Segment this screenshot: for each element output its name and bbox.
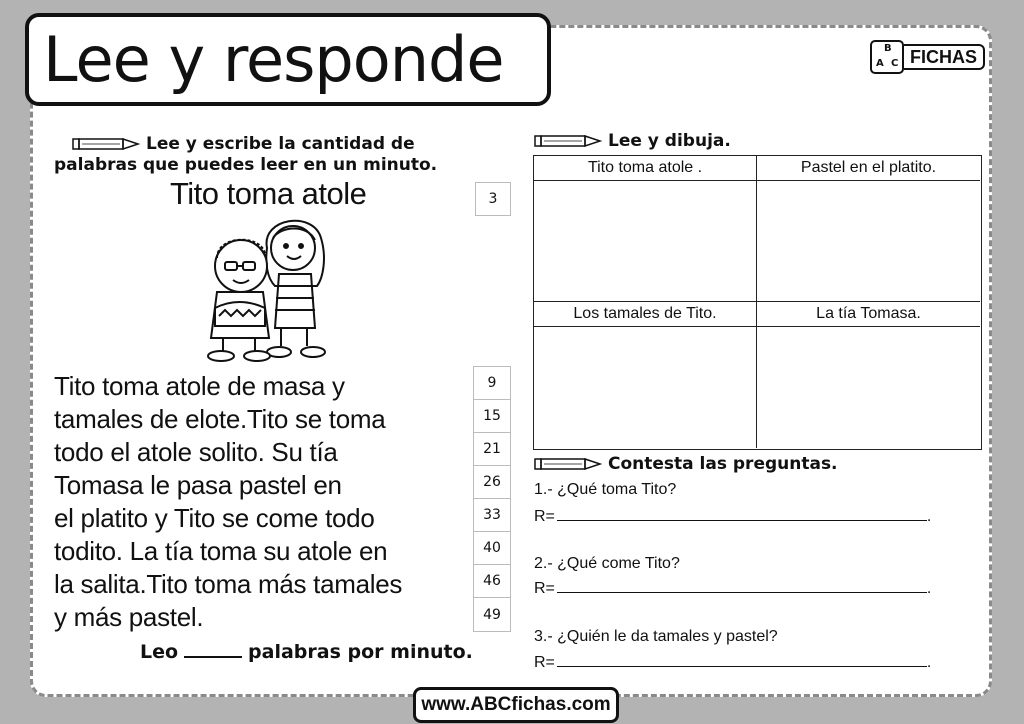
footer-url: www.ABCfichas.com: [413, 687, 619, 723]
story-line: Tito toma atole de masa y: [54, 371, 345, 401]
drawing-cell[interactable]: [757, 156, 980, 302]
title-box: [25, 13, 551, 106]
drawing-cell-label: Pastel en el platito.: [757, 156, 980, 181]
drawing-cell[interactable]: [757, 302, 980, 448]
words-per-minute-line: Leo palabras por minuto.: [140, 641, 473, 663]
pencil-icon: [72, 137, 142, 151]
page-title: Lee y responde: [43, 23, 504, 96]
reading-instruction: Lee y escribe la cantidad de: [72, 134, 415, 155]
words-per-minute-blank[interactable]: [184, 656, 242, 658]
line-word-count: 21: [474, 433, 510, 466]
line-word-count: 33: [474, 499, 510, 532]
answer-3-line[interactable]: R= .: [534, 654, 932, 671]
story-line: todo el atole solito. Su tía: [54, 437, 338, 467]
line-word-count: 49: [483, 606, 501, 623]
story-text: [54, 370, 402, 634]
reading-instruction-line2: palabras que puedes leer en un minuto.: [54, 155, 438, 175]
abc-cube-icon: B A C: [870, 40, 904, 74]
story-line: la salita.Tito toma más tamales: [54, 569, 403, 599]
story-line: tamales de elote.Tito se toma: [54, 404, 386, 434]
question-1: 1.- ¿Qué toma Tito?: [534, 481, 677, 498]
line-word-count: 26: [474, 466, 510, 499]
drawing-cell-label: Los tamales de Tito.: [534, 302, 756, 327]
draw-instruction: Lee y dibuja.: [534, 131, 731, 152]
questions-instruction: Contesta las preguntas.: [534, 454, 838, 475]
logo-text: FICHAS: [904, 44, 985, 70]
title-word-count: 3: [475, 182, 511, 216]
pencil-icon: [534, 457, 604, 471]
line-word-count: 46: [474, 565, 510, 598]
question-3: 3.- ¿Quién le da tamales y pastel?: [534, 628, 778, 645]
story-line: el platito y Tito se come todo: [54, 503, 375, 533]
drawing-cell[interactable]: [534, 156, 757, 302]
line-word-count: 9: [474, 367, 510, 400]
children-illustration: [195, 208, 355, 366]
word-count-column: [473, 366, 511, 632]
line-word-count: 40: [474, 532, 510, 565]
pencil-icon: [534, 134, 604, 148]
story-line: y más pastel.: [54, 602, 204, 632]
drawing-grid: [533, 155, 982, 450]
answer-2-line[interactable]: R= .: [534, 580, 932, 597]
question-2: 2.- ¿Qué come Tito?: [534, 555, 680, 572]
story-line: todito. La tía toma su atole en: [54, 536, 388, 566]
drawing-cell-label: Tito toma atole .: [534, 156, 756, 181]
answer-1-line[interactable]: R= .: [534, 508, 932, 525]
drawing-cell[interactable]: [534, 302, 757, 448]
drawing-cell-label: La tía Tomasa.: [757, 302, 980, 327]
story-title: Tito toma atole: [170, 176, 367, 211]
line-word-count: 15: [474, 400, 510, 433]
story-line: Tomasa le pasa pastel en: [54, 470, 342, 500]
abcfichas-logo: [870, 40, 985, 74]
